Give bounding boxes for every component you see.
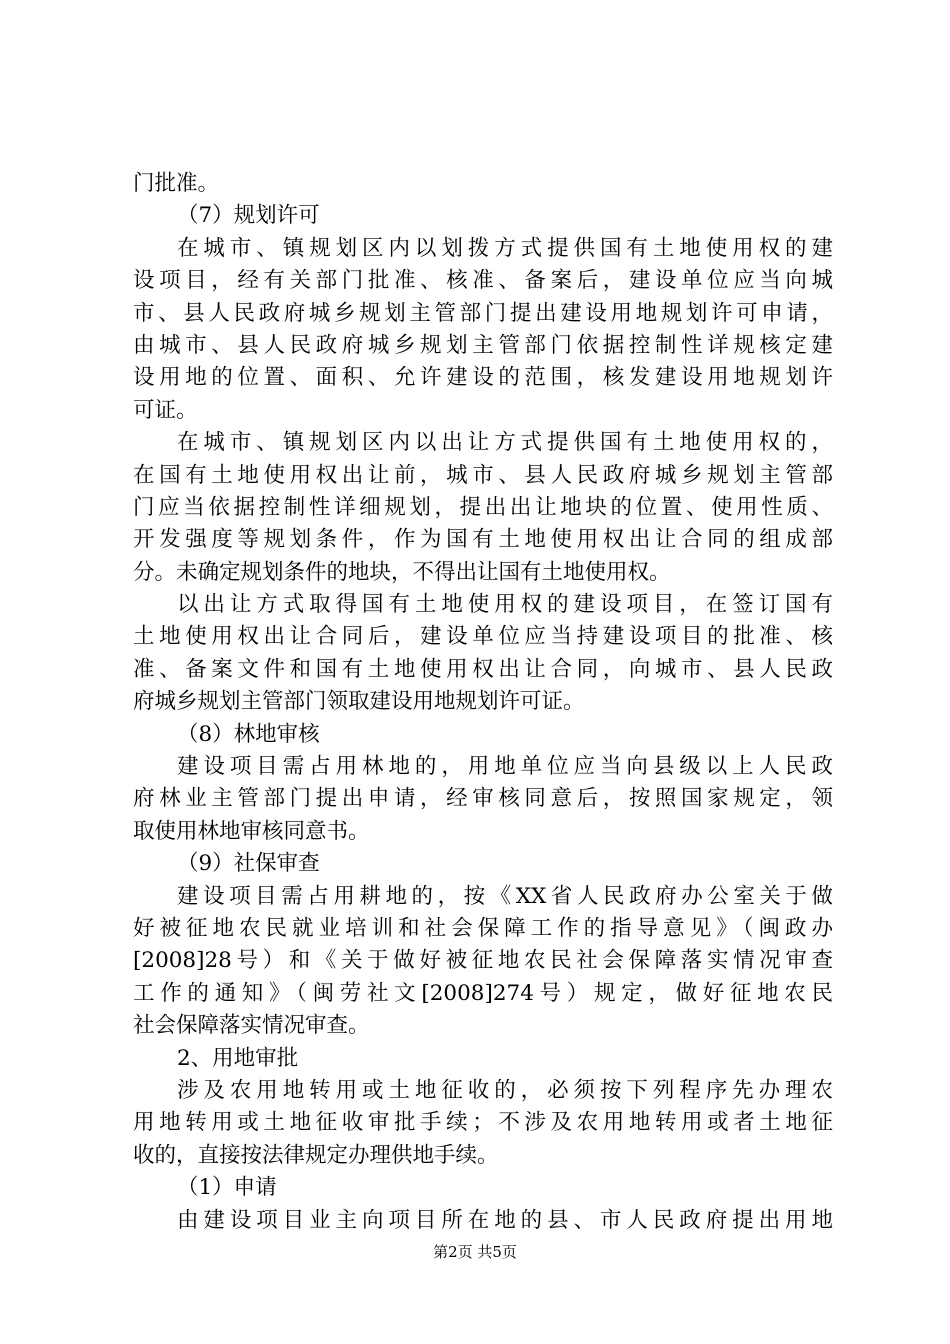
text-line: 在城市、镇规划区内以划拨方式提供国有土地使用权的建: [177, 235, 833, 261]
text-line: 涉及农用地转用或土地征收的，必须按下列程序先办理农: [177, 1077, 833, 1103]
text-line: 府城乡规划主管部门领取建设用地规划许可证。: [133, 689, 585, 715]
text-line: 在国有土地使用权出让前，城市、县人民政府城乡规划主管部: [133, 462, 833, 488]
text-line: 门应当依据控制性详细规划，提出出让地块的位置、使用性质、: [133, 494, 833, 520]
text-line: 设用地的位置、面积、允许建设的范围，核发建设用地规划许: [133, 365, 833, 391]
text-line: （9）社保审查: [177, 851, 320, 877]
text-line: 由城市、县人民政府城乡规划主管部门依据控制性详规核定建: [133, 332, 833, 358]
text-line: （1）申请: [177, 1175, 277, 1201]
text-line: 开发强度等规划条件，作为国有土地使用权出让合同的组成部: [133, 527, 833, 553]
text-line: 在城市、镇规划区内以出让方式提供国有土地使用权的，: [177, 430, 833, 456]
text-line: 收的，直接按法律规定办理供地手续。: [133, 1142, 499, 1168]
text-line: 建设项目需占用耕地的，按《XX省人民政府办公室关于做: [177, 883, 833, 909]
text-line: 社会保障落实情况审查。: [133, 1013, 370, 1039]
text-line: 建设项目需占用林地的，用地单位应当向县级以上人民政: [177, 754, 833, 780]
text-line: 2、用地审批: [177, 1045, 299, 1071]
text-line: 市、县人民政府城乡规划主管部门提出建设用地规划许可申请，: [133, 300, 833, 326]
page-footer: 第2页 共5页: [433, 1243, 517, 1261]
text-line: 由建设项目业主向项目所在地的县、市人民政府提出用地: [177, 1207, 833, 1233]
text-line: 好被征地农民就业培训和社会保障工作的指导意见》（闽政办: [133, 915, 833, 941]
text-line: [2008]28号）和《关于做好被征地农民社会保障落实情况审查: [133, 948, 833, 974]
text-line: 门批准。: [133, 171, 220, 196]
text-line: 以出让方式取得国有土地使用权的建设项目，在签订国有: [177, 592, 833, 618]
text-line: 可证。: [133, 397, 198, 423]
text-line: 工作的通知》（闽劳社文[2008]274号）规定，做好征地农民: [133, 980, 833, 1006]
text-line: 府林业主管部门提出申请，经审核同意后，按照国家规定，领: [133, 786, 833, 812]
text-line: 分。未确定规划条件的地块，不得出让国有土地使用权。: [133, 559, 671, 585]
text-line: （7）规划许可: [177, 203, 320, 229]
document-body: [133, 168, 833, 1237]
text-line: 取使用林地审核同意书。: [133, 818, 370, 844]
text-line: 土地使用权出让合同后，建设单位应当持建设项目的批准、核: [133, 624, 833, 650]
text-line: （8）林地审核: [177, 721, 320, 747]
text-line: 准、备案文件和国有土地使用权出让合同，向城市、县人民政: [133, 656, 833, 682]
text-line: 用地转用或土地征收审批手续；不涉及农用地转用或者土地征: [133, 1110, 833, 1136]
text-line: 设项目，经有关部门批准、核准、备案后，建设单位应当向城: [133, 268, 833, 294]
